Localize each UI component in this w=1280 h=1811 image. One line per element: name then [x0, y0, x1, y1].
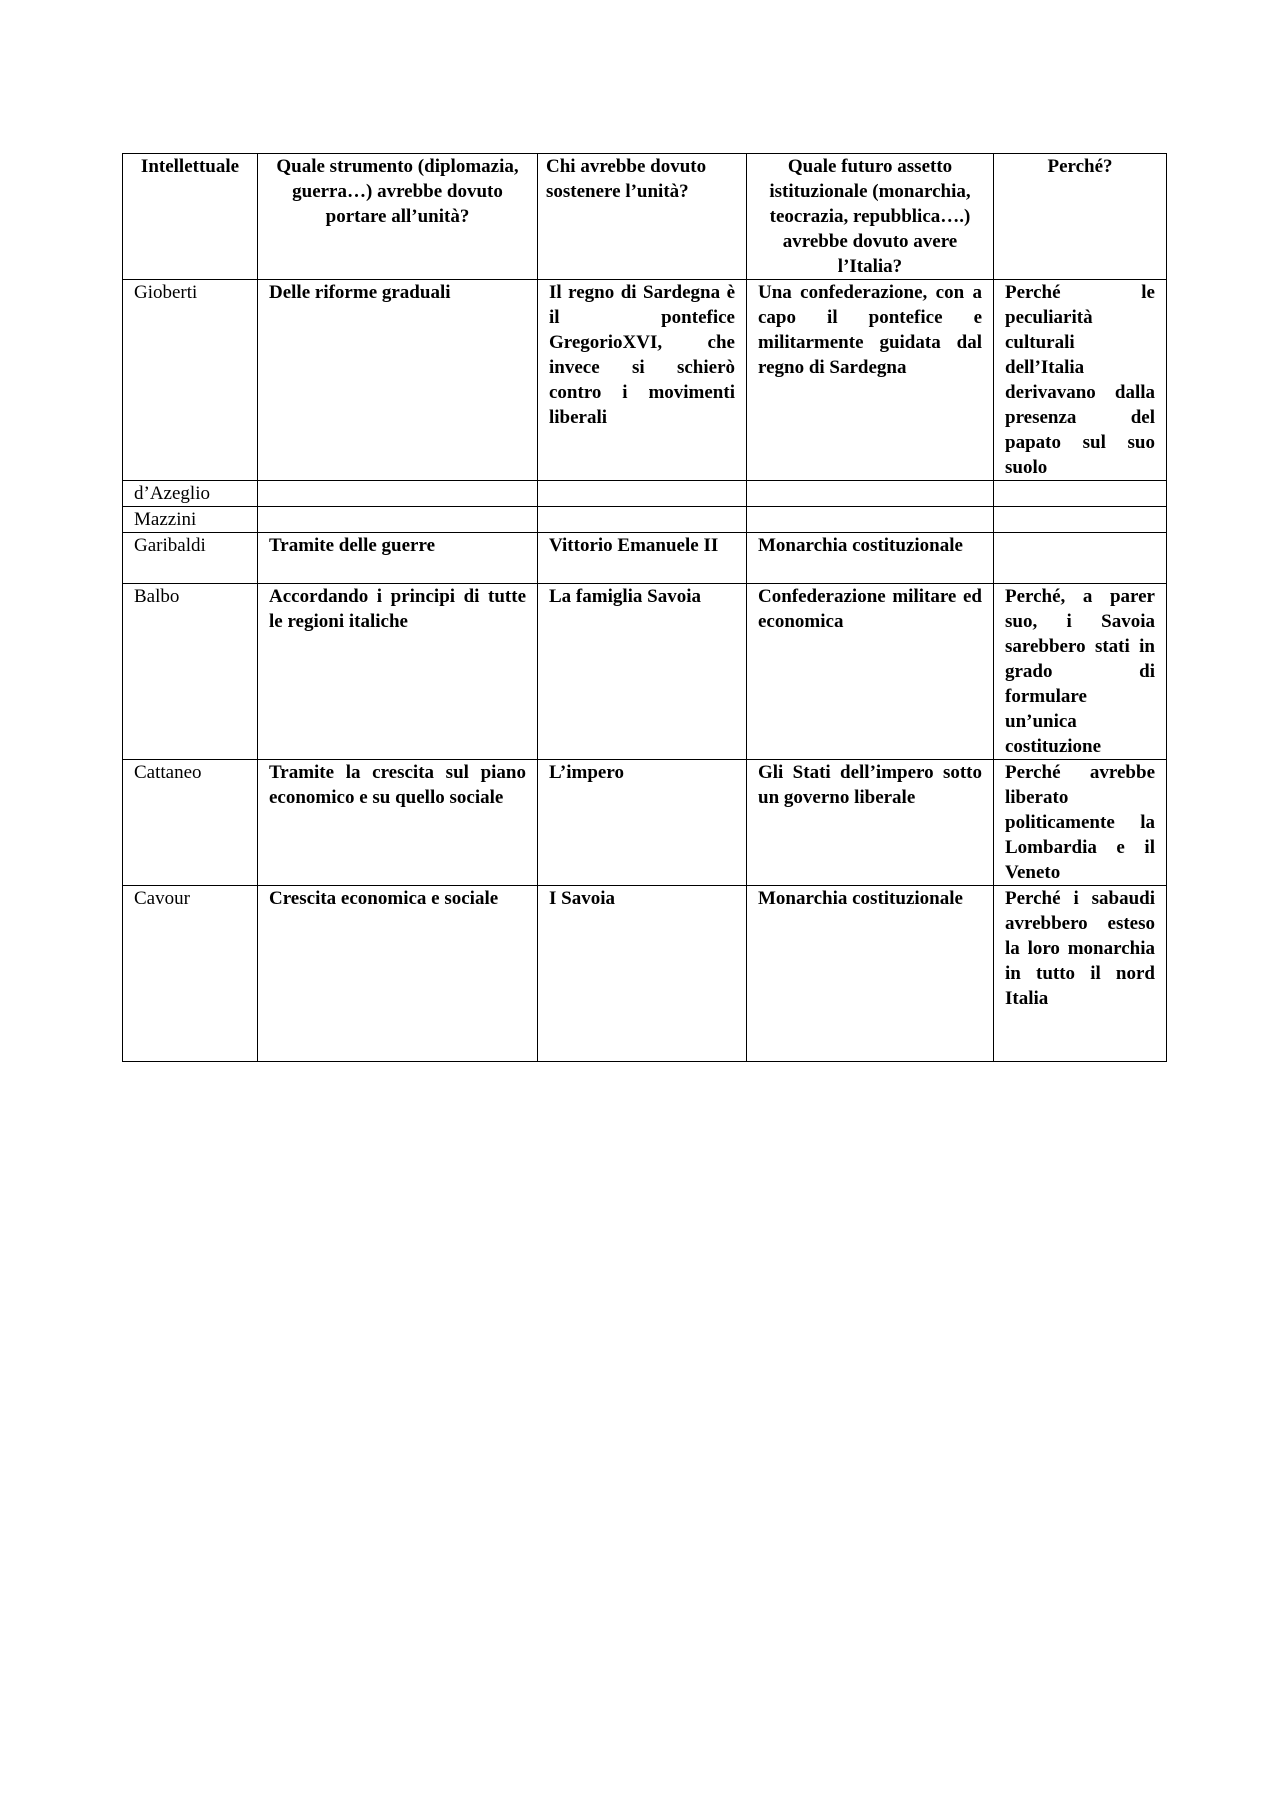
cell-assetto — [747, 481, 994, 507]
table-row — [123, 760, 1167, 886]
cell-perche — [994, 533, 1167, 584]
table-row — [123, 886, 1167, 1062]
cell-strumento: Tramite delle guerre — [258, 533, 538, 584]
cell-assetto: Monarchia costituzionale — [747, 886, 994, 1062]
header-strumento: Quale strumento (diplomazia, guerra…) avrebbe dovuto portare all’unità? — [258, 154, 538, 280]
cell-perche: Perché avrebbe liberato politicamente la Lombardia e il Veneto — [994, 760, 1167, 886]
cell-name: Cavour — [123, 886, 258, 1062]
cell-assetto: Monarchia costituzionale — [747, 533, 994, 584]
cell-name: Mazzini — [123, 507, 258, 533]
cell-name: Gioberti — [123, 280, 258, 481]
table-header-row — [123, 154, 1167, 280]
cell-assetto: Confederazione militare ed economica — [747, 584, 994, 760]
cell-name: Cattaneo — [123, 760, 258, 886]
cell-perche: Perché, a parer suo, i Savoia sarebbero stati in grado di formulare un’unica costituzione — [994, 584, 1167, 760]
cell-sostegno: L’impero — [538, 760, 747, 886]
table-row — [123, 280, 1167, 481]
table-row — [123, 533, 1167, 584]
cell-name: Garibaldi — [123, 533, 258, 584]
intellettuali-table — [122, 153, 1167, 1062]
cell-sostegno: Vittorio Emanuele II — [538, 533, 747, 584]
cell-strumento — [258, 481, 538, 507]
cell-sostegno — [538, 507, 747, 533]
cell-assetto: Una confederazione, con a capo il pontefice e militarmente guidata dal regno di Sardegna — [747, 280, 994, 481]
cell-name: d’Azeglio — [123, 481, 258, 507]
cell-perche — [994, 481, 1167, 507]
cell-sostegno: Il regno di Sardegna è il pontefice GregorioXVI, che invece si schierò contro i movimenti liberali — [538, 280, 747, 481]
table-row — [123, 507, 1167, 533]
table-row — [123, 584, 1167, 760]
cell-strumento — [258, 507, 538, 533]
table-row — [123, 481, 1167, 507]
cell-name: Balbo — [123, 584, 258, 760]
cell-assetto: Gli Stati dell’impero sotto un governo liberale — [747, 760, 994, 886]
cell-assetto — [747, 507, 994, 533]
cell-strumento: Crescita economica e sociale — [258, 886, 538, 1062]
cell-perche — [994, 507, 1167, 533]
cell-strumento: Delle riforme graduali — [258, 280, 538, 481]
header-sostegno: Chi avrebbe dovuto sostenere l’unità? — [538, 154, 747, 280]
cell-sostegno: La famiglia Savoia — [538, 584, 747, 760]
header-assetto: Quale futuro assetto istituzionale (monarchia, teocrazia, repubblica….) avrebbe dovuto avere l’Italia? — [747, 154, 994, 280]
cell-strumento: Accordando i principi di tutte le regioni italiche — [258, 584, 538, 760]
cell-sostegno: I Savoia — [538, 886, 747, 1062]
header-perche: Perché? — [994, 154, 1167, 280]
header-intellettuale: Intellettuale — [123, 154, 258, 280]
cell-strumento: Tramite la crescita sul piano economico e su quello sociale — [258, 760, 538, 886]
cell-perche: Perché i sabaudi avrebbero esteso la loro monarchia in tutto il nord Italia — [994, 886, 1167, 1062]
cell-sostegno — [538, 481, 747, 507]
cell-perche: Perché le peculiarità culturali dell’Italia derivavano dalla presenza del papato sul suo suolo — [994, 280, 1167, 481]
